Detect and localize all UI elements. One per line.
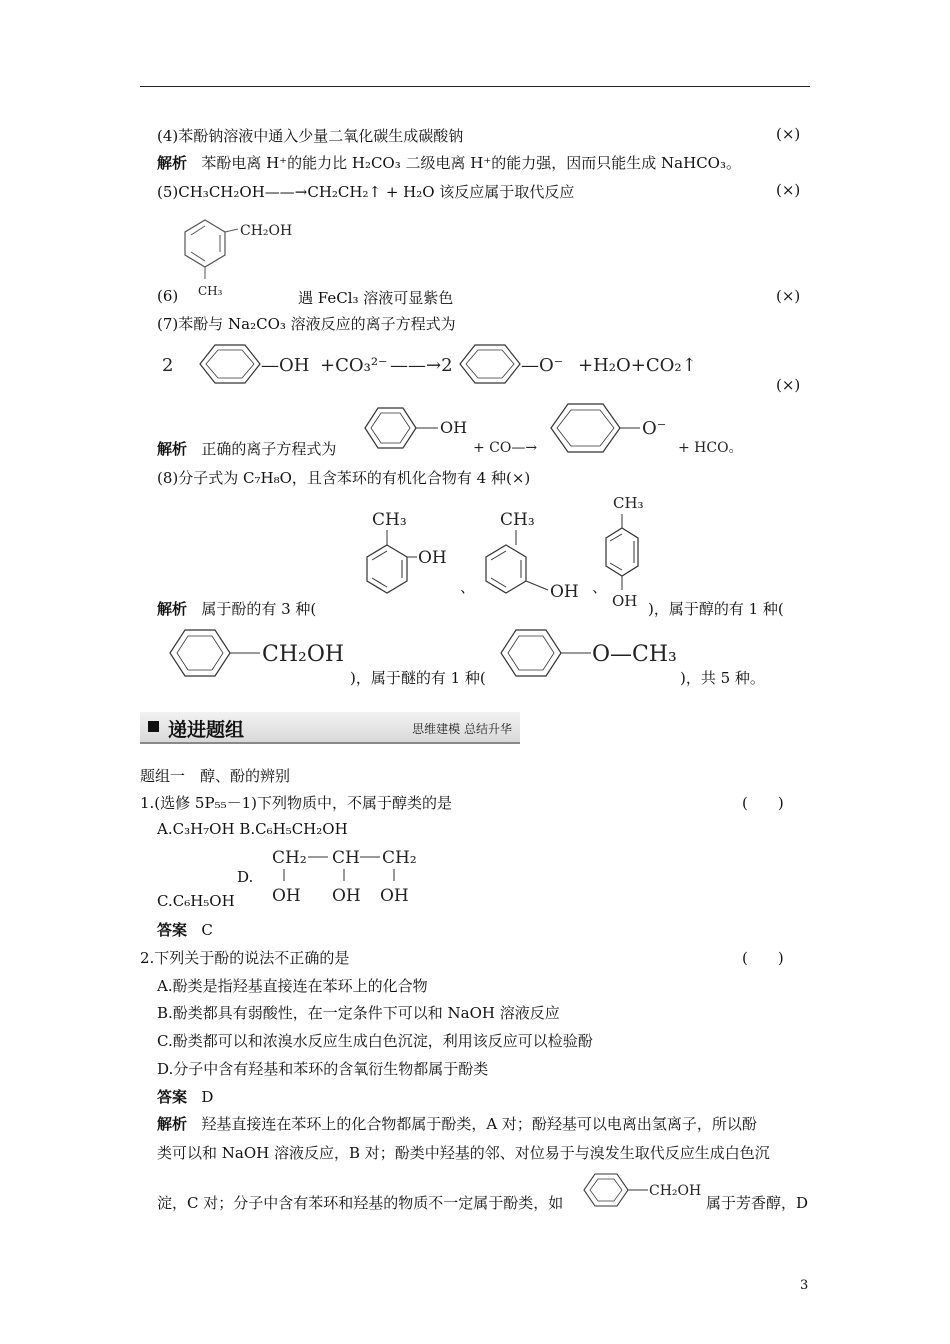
q2-analysis-line3: 淀，C 对；分子中含有苯环和羟基的物质不一定属于酚类，如 <box>157 1194 564 1212</box>
analysis-4-text: 苯酚电离 H⁺的能力比 H₂CO₃ 二级电离 H⁺的能力强，因而只能生成 NaHCO₃。 <box>201 154 741 172</box>
banner-subtitle: 思维建模 总结升华 <box>412 722 512 736</box>
item-5: (5)CH₃CH₂OH——→CH₂CH₂↑ + H₂O 该反应属于取代反应 <box>157 183 575 201</box>
analysis-label: 解析 <box>157 600 188 618</box>
section-banner <box>140 712 520 744</box>
analysis-7-text: 正确的离子方程式为 <box>201 440 337 458</box>
benzyl-ch2oh: CH₂OH <box>262 642 345 667</box>
analysis-8-line1 <box>157 598 316 619</box>
banner-title: 递进题组 <box>168 719 245 741</box>
anisole-och3: O—CH₃ <box>592 642 677 667</box>
p-cresol-oh: OH <box>612 592 638 610</box>
q2-analysis-line1 <box>157 1113 757 1134</box>
q1-options-ab: A.C₃H₇OH B.C₆H₅CH₂OH <box>157 820 348 838</box>
q2-answer <box>157 1086 213 1107</box>
mol-ch2oh-label: CH₂OH <box>240 223 293 239</box>
eq-rest: +H₂O+CO₂↑ <box>578 355 697 376</box>
m-cresol-ch3: CH₃ <box>500 510 535 530</box>
q1-option-c: C.C₆H₅OH <box>157 892 235 910</box>
glycerol-c1: CH₂ <box>272 848 307 868</box>
eq-oh: —OH <box>261 355 310 376</box>
separator-2: 、 <box>592 578 608 596</box>
glycerol-oh3: OH <box>380 886 409 906</box>
item-8: (8)分子式为 C₇H₈O，且含苯环的有机化合物有 4 种(×) <box>157 469 531 487</box>
molecule-glycerol <box>270 845 430 915</box>
molecule-m-cresol <box>484 505 594 605</box>
item-6-number: (6) <box>157 287 179 305</box>
glycerol-c3: CH₂ <box>382 848 417 868</box>
glycerol-oh2: OH <box>332 886 361 906</box>
q2-option-c: C.酚类都可以和浓溴水反应生成白色沉淀，利用该反应可以检验酚 <box>157 1032 593 1050</box>
molecule-benzyl-alcohol <box>160 625 360 685</box>
analysis-label: 解析 <box>157 440 188 458</box>
analysis-8-t3: )，属于醚的有 1 种( <box>350 669 486 687</box>
item-6-mark: (×) <box>776 287 801 305</box>
separator-1: 、 <box>460 578 476 596</box>
eq-co3: +CO₃²⁻ <box>320 355 388 376</box>
item-7: (7)苯酚与 Na₂CO₃ 溶液反应的离子方程式为 <box>157 315 456 333</box>
analysis-8-t1: 属于酚的有 3 种( <box>201 600 317 618</box>
q1-answer-value: C <box>201 921 213 939</box>
molecule-p-cresol <box>600 492 660 612</box>
item-4-mark: (×) <box>776 125 801 143</box>
analysis-8-t4: )，共 5 种。 <box>680 669 765 687</box>
glycerol-oh1: OH <box>272 886 301 906</box>
eq-ominus: —O⁻ <box>521 355 564 376</box>
o-cresol-oh: OH <box>418 548 447 568</box>
a7-mid: + CO—→ <box>473 440 538 456</box>
header-rule <box>140 86 810 87</box>
analysis-label: 解析 <box>157 154 188 172</box>
q2-option-d: D.分子中含有羟基和苯环的含氧衍生物都属于酚类 <box>157 1060 489 1078</box>
item-7-mark: (×) <box>776 376 801 394</box>
analysis-7 <box>157 438 336 459</box>
answer-label: 答案 <box>157 1088 188 1106</box>
eq-arrow: ——→2 <box>390 355 453 376</box>
molecule-anisole <box>494 625 694 685</box>
group-title: 题组一 醇、酚的辨别 <box>140 767 291 785</box>
analysis-4 <box>157 152 741 173</box>
molecule-o-cresol <box>352 505 462 605</box>
glycerol-c2: CH <box>332 848 360 868</box>
mol-ch3-label: CH₃ <box>198 284 223 298</box>
q1-option-d: D. <box>237 868 254 886</box>
answer-label: 答案 <box>157 921 188 939</box>
item-5-mark: (×) <box>776 181 801 199</box>
item-6: 遇 FeCl₃ 溶液可显紫色 <box>298 289 454 307</box>
q2-analysis-line2: 类可以和 NaOH 溶液反应，B 对；酚类中羟基的邻、对位易于与溴发生取代反应生成白色沉 <box>157 1144 770 1162</box>
analysis-label: 解析 <box>157 1115 188 1133</box>
q2-analysis-line3b: 属于芳香醇，D <box>706 1194 809 1212</box>
a7-ominus: O⁻ <box>642 418 667 439</box>
m-cresol-oh: OH <box>550 582 579 602</box>
q2-option-b: B.酚类都具有弱酸性，在一定条件下可以和 NaOH 溶液反应 <box>157 1004 560 1022</box>
a7-oh: OH <box>440 418 468 437</box>
equation-7 <box>160 340 720 390</box>
o-cresol-ch3: CH₃ <box>372 510 407 530</box>
q2-option-a: A.酚类是指羟基直接连在苯环上的化合物 <box>157 977 428 995</box>
a7-end: + HCO。 <box>678 440 743 456</box>
page-number: 3 <box>800 1278 809 1293</box>
q1-stem: 1.(选修 5P₅₅－1)下列物质中，不属于醇类的是 <box>140 794 452 812</box>
eq-coef: 2 <box>162 355 174 376</box>
item-4: (4)苯酚钠溶液中通入少量二氧化碳生成碳酸钠 <box>157 127 464 145</box>
q2-answer-value: D <box>201 1088 214 1106</box>
p-cresol-ch3: CH₃ <box>613 494 644 512</box>
q2-paren: ( ) <box>742 949 784 967</box>
q1-answer <box>157 919 213 940</box>
molecule-benzyl-alcohol-small <box>580 1170 710 1210</box>
analysis-7-equation <box>358 400 743 460</box>
small-ch2oh: CH₂OH <box>649 1183 702 1199</box>
q1-paren: ( ) <box>742 794 784 812</box>
analysis-8-t2: )，属于醇的有 1 种( <box>648 600 784 618</box>
square-icon <box>148 721 159 732</box>
q2-stem: 2.下列关于酚的说法不正确的是 <box>140 949 350 967</box>
q2-analysis-l1: 羟基直接连在苯环上的化合物都属于酚类，A 对；酚羟基可以电离出氢离子，所以酚 <box>201 1115 757 1133</box>
molecule-methylbenzyl-alcohol <box>180 215 310 298</box>
